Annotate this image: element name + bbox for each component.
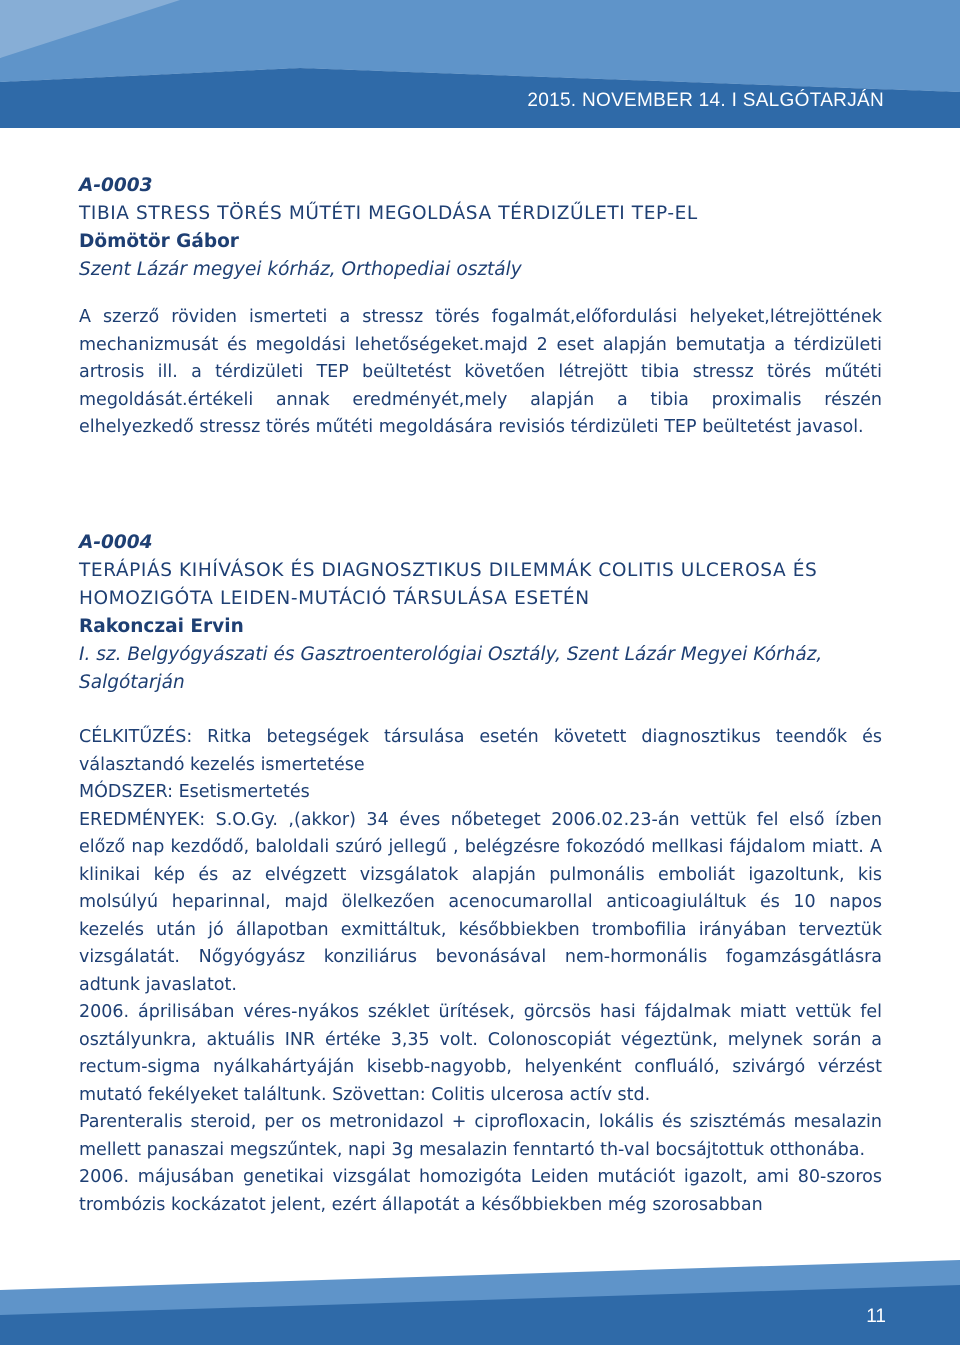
footer-banner [0, 1255, 960, 1345]
abstract-title: TIBIA STRESS TÖRÉS MŰTÉTI MEGOLDÁSA TÉRDIZŰLETI TEP-EL [79, 203, 698, 224]
abstract-results: EREDMÉNYEK: S.O.Gy. ,(akkor) 34 éves nőbeteget 2006.02.23-án vettük fel első ízben előző nap kezdődő, baloldali szúró jellegű , belégzésre fokozódó mellkasi fájdalom miatt. A klinikai kép és az elvégzett vizsgálatok alapján pulmonális emboliát igazoltunk, kis molsúlyú heparinnal, majd ölelkezően acenocumarollal anticoagiuláltuk és 10 napos kezelés után jó állapotban exmittáltuk, későbbiekben trombofilia irányában terveztük vizsgálatát. Nőgyógyász konziliárus bevonásával nem-hormonális fogamzásgátlásra adtunk javaslatot. [79, 809, 882, 995]
abstract-a0003 [79, 172, 882, 442]
abstract-affiliation: Szent Lázár megyei kórház, Orthopediai osztály [79, 259, 522, 280]
abstract-code: A-0003 [79, 175, 153, 196]
abstract-aim: CÉLKITŰZÉS: Ritka betegségek társulása esetén követett diagnosztikus teendők és választandó kezelés ismertetése [79, 727, 882, 775]
abstract-method: MÓDSZER: Esetismertetés [79, 782, 310, 802]
page-number: 11 [866, 1306, 886, 1327]
abstract-author: Dömötör Gábor [79, 231, 239, 252]
abstract-affiliation: I. sz. Belgyógyászati és Gasztroenterológiai Osztály, Szent Lázár Megyei Kórház, Salgótarján [79, 644, 823, 693]
abstract-results-paragraph: Parenteralis steroid, per os metronidazol + ciprofloxacin, lokális és szisztémás mesalazin mellett panaszai megszűntek, napi 3g mesalazin fenntartó th-val bocsájtottuk otthonába. [79, 1112, 882, 1160]
abstract-title: TERÁPIÁS KIHÍVÁSOK ÉS DIAGNOSZTIKUS DILEMMÁK COLITIS ULCEROSA ÉS HOMOZIGÓTA LEIDEN-MUTÁCIÓ TÁRSULÁSA ESETÉN [79, 560, 818, 609]
abstract-code: A-0004 [79, 532, 153, 553]
abstract-results-paragraph: 2006. májusában genetikai vizsgálat homozigóta Leiden mutációt igazolt, ami 80-szoros trombózis kockázatot jelent, ezért állapotát a későbbiekben még szorosabban [79, 1167, 882, 1215]
abstract-body: A szerző röviden ismerteti a stressz törés fogalmát,előfordulási helyeket,létrejöttének mechanizmusát és megoldási lehetőségeket.majd 2 eset alapján bemutatja a térdizületi artrosis ill. a térdizületi TEP beültetést követően létrejött tibia stressz törés műtéti megoldását.értékeli annak eredményét,mely alapján a tibia proximalis részén elhelyezkedő stressz törés műtéti megoldására revisiós térdizületi TEP beültetést javasol. [79, 307, 882, 437]
abstract-author: Rakonczai Ervin [79, 616, 244, 637]
abstract-results-paragraph: 2006. áprilisában véres-nyákos széklet ürítések, görcsös hasi fájdalmak miatt vettük fel osztályunkra, aktuális INR értéke 3,35 volt. Colonoscopiát végeztünk, melynek során a rectum-sigma nyálkahártyáján kisebb-nagyobb, helyenként confluáló, szivárgó vérzést mutató fekélyeket találtunk. Szövettan: Colitis ulcerosa actív std. [79, 1002, 882, 1105]
abstract-a0004 [79, 529, 882, 1219]
header-date-location: 2015. NOVEMBER 14. I SALGÓTARJÁN [527, 90, 884, 111]
